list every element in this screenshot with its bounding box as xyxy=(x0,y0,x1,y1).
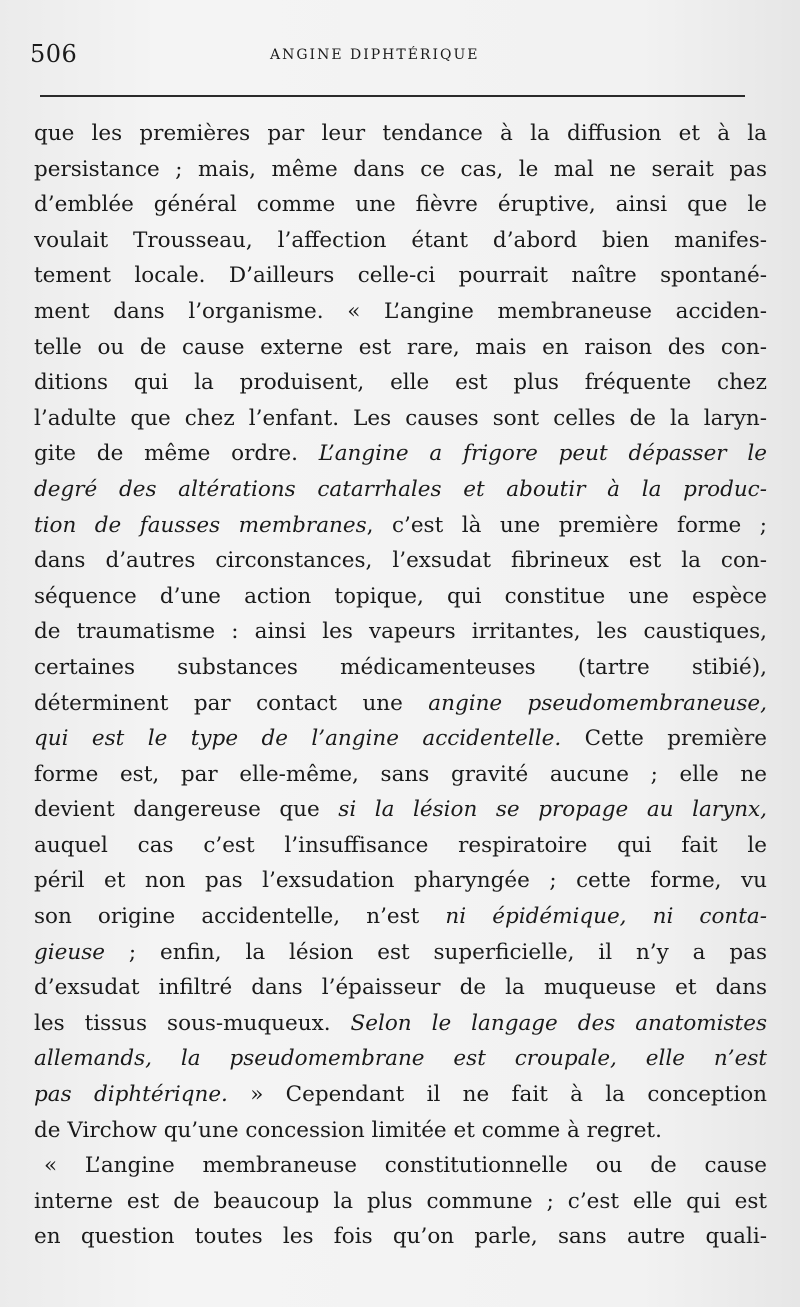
text-line xyxy=(34,294,767,330)
italic-text-segment: degré des altérations catarrhales et aboutir à la produc- xyxy=(34,476,767,502)
text-line xyxy=(34,187,767,223)
text-segment: ; enfin, la lésion est superficielle, il n’y a pas xyxy=(104,939,767,965)
text-line xyxy=(34,508,767,544)
text-line xyxy=(34,1041,767,1077)
text-line xyxy=(34,686,767,722)
text-segment: , c’est là une première forme ; xyxy=(366,512,767,538)
text-segment: telle ou de cause externe est rare, mais en raison des con- xyxy=(34,334,767,360)
text-segment: » Cependant il ne fait à la conception xyxy=(227,1082,767,1108)
text-line xyxy=(34,543,767,579)
text-line xyxy=(34,970,767,1006)
text-segment: ditions qui la produisent, elle est plus fréquente chez xyxy=(34,370,767,396)
italic-text-segment: angine pseudomembraneuse, xyxy=(428,690,767,716)
text-line xyxy=(34,757,767,793)
text-segment: de traumatisme : ainsi les vapeurs irritantes, les caustiques, xyxy=(34,619,767,645)
text-segment: persistance ; mais, même dans ce cas, le mal ne serait pas xyxy=(34,156,767,182)
text-line xyxy=(34,1113,767,1149)
text-segment: « L’angine membraneuse constitutionnelle ou de cause xyxy=(44,1153,767,1179)
text-segment: son origine accidentelle, n’est xyxy=(34,904,446,930)
text-line xyxy=(34,614,767,650)
text-segment: devient dangereuse que xyxy=(34,797,339,823)
text-segment: gite de même ordre. xyxy=(34,441,319,467)
text-line xyxy=(34,1219,767,1255)
italic-text-segment: gieuse xyxy=(34,939,105,965)
text-segment: les tissus sous-muqueux. xyxy=(34,1010,351,1036)
text-line xyxy=(34,650,767,686)
text-line xyxy=(34,1184,767,1220)
text-line xyxy=(34,828,767,864)
text-segment: ment dans l’organisme. « L’angine membraneuse acciden- xyxy=(34,298,767,324)
text-line xyxy=(34,330,767,366)
text-line xyxy=(34,401,767,437)
page-number: 506 xyxy=(30,40,78,68)
text-line xyxy=(34,436,767,472)
italic-text-segment: ni épidémique, ni conta- xyxy=(445,904,767,930)
text-segment: séquence d’une action topique, qui constitue une espèce xyxy=(34,583,767,609)
text-segment: l’adulte que chez l’enfant. Les causes sont celles de la laryn- xyxy=(34,405,767,431)
text-segment: forme est, par elle-même, sans gravité aucune ; elle ne xyxy=(34,761,767,787)
italic-text-segment: Selon le langage des anatomistes xyxy=(350,1010,767,1036)
text-segment: déterminent par contact une xyxy=(34,690,429,716)
text-line xyxy=(34,472,767,508)
text-segment: tement locale. D’ailleurs celle-ci pourrait naître spontané- xyxy=(34,263,767,289)
text-line xyxy=(34,365,767,401)
italic-text-segment: pas diphtériqne. xyxy=(34,1082,228,1108)
text-segment: péril et non pas l’exsudation pharyngée ; cette forme, vu xyxy=(34,868,767,894)
text-line xyxy=(34,152,767,188)
text-line xyxy=(34,792,767,828)
text-segment: Cette première xyxy=(561,726,767,752)
text-line xyxy=(34,935,767,971)
body-text xyxy=(34,116,767,1255)
page-header xyxy=(30,40,770,80)
italic-text-segment: tion de fausses membranes xyxy=(34,512,367,538)
italic-text-segment: L’angine a frigore peut dépasser le xyxy=(318,441,767,467)
text-line xyxy=(34,721,767,757)
text-segment: en question toutes les fois qu’on parle, sans autre quali- xyxy=(34,1224,767,1250)
text-segment: d’emblée général comme une fièvre éruptive, ainsi que le xyxy=(34,192,767,218)
text-line xyxy=(34,1077,767,1113)
text-segment: que les premières par leur tendance à la diffusion et à la xyxy=(34,121,767,146)
text-segment: auquel cas c’est l’insuffisance respiratoire qui fait le xyxy=(34,832,767,858)
text-segment: certaines substances médicamenteuses (tartre stibié), xyxy=(34,654,767,680)
text-line xyxy=(34,258,767,294)
text-line xyxy=(34,116,767,152)
text-line xyxy=(34,863,767,899)
text-line xyxy=(34,223,767,259)
text-line xyxy=(34,1148,767,1184)
text-segment: de Virchow qu’une concession limitée et comme à regret. xyxy=(34,1117,662,1143)
italic-text-segment: allemands, la pseudomembrane est croupale, elle n’est xyxy=(34,1046,767,1072)
text-segment: voulait Trousseau, l’affection étant d’abord bien manifes- xyxy=(34,227,767,253)
text-line xyxy=(34,1006,767,1042)
text-segment: d’exsudat infiltré dans l’épaisseur de la muqueuse et dans xyxy=(34,975,767,1001)
header-rule xyxy=(40,95,745,97)
italic-text-segment: si la lésion se propage au larynx, xyxy=(338,797,767,823)
text-line xyxy=(34,579,767,615)
text-segment: interne est de beaucoup la plus commune ; c’est elle qui est xyxy=(34,1188,767,1214)
text-line xyxy=(34,899,767,935)
italic-text-segment: qui est le type de l’angine accidentelle. xyxy=(34,726,562,752)
text-segment: dans d’autres circonstances, l’exsudat fibrineux est la con- xyxy=(34,548,767,574)
running-head: ANGINE DIPHTÉRIQUE xyxy=(270,47,480,63)
